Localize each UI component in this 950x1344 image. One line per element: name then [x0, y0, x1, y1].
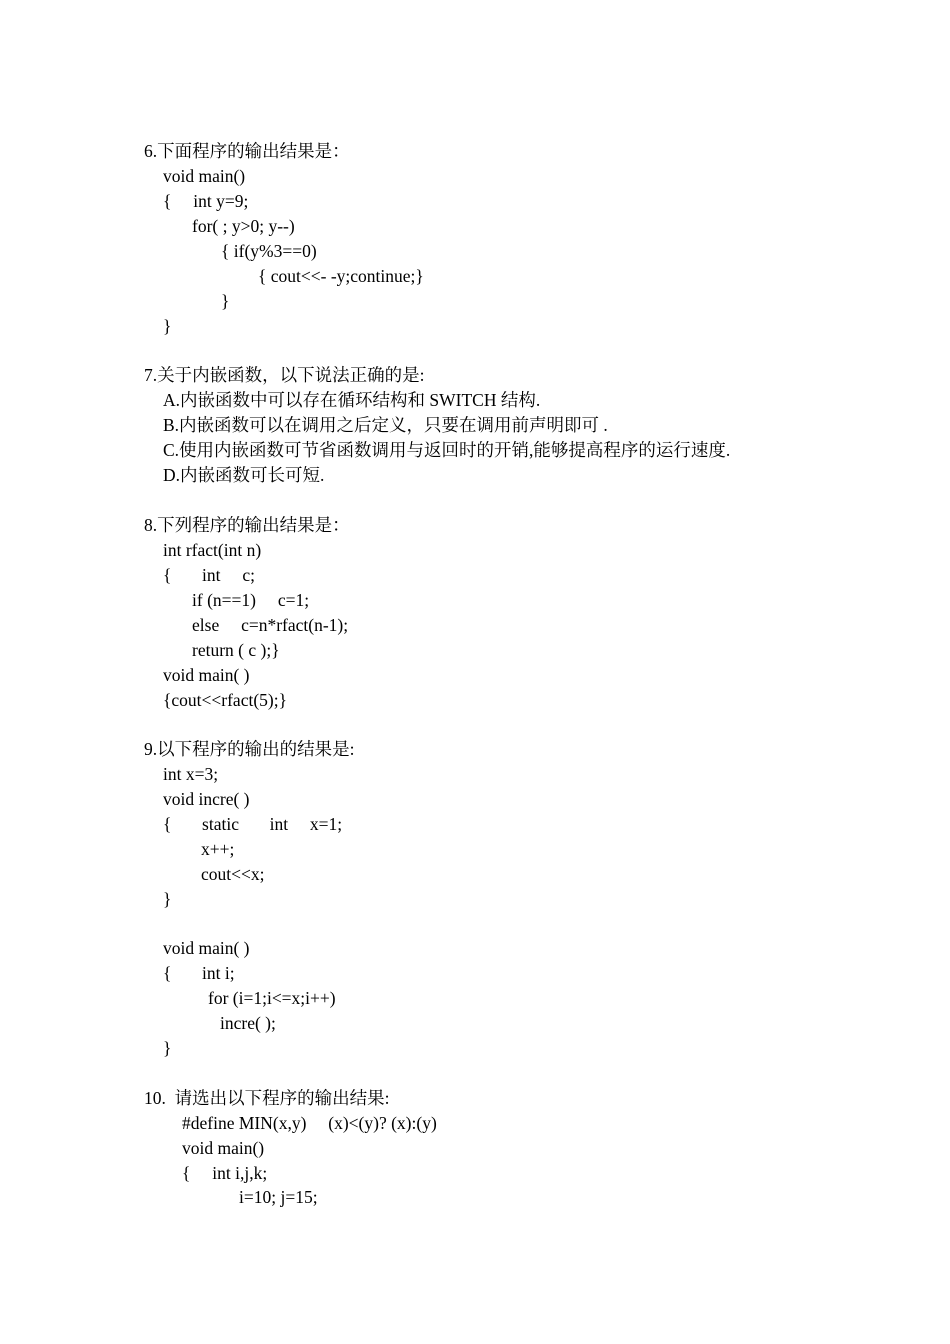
code-line: { cout<<- -y;continue;}: [258, 266, 424, 286]
code-line: int x=3;: [163, 764, 219, 784]
q7-title: 7.关于内嵌函数，以下说法正确的是:: [144, 365, 425, 385]
code-line: incre( );: [220, 1013, 276, 1033]
code-line: }: [221, 291, 230, 311]
code-line: }: [163, 316, 172, 336]
code-line: void main( ): [163, 665, 250, 685]
code-line: void incre( ): [163, 789, 250, 809]
code-line: if (n==1) c=1;: [192, 590, 310, 610]
q6-title: 6.下面程序的输出结果是：: [144, 141, 350, 161]
code-line: return ( c );}: [192, 640, 280, 660]
q7-option-d: D.内嵌函数可长可短.: [163, 465, 325, 485]
code-line: { int c;: [163, 565, 256, 585]
q8-title: 8.下列程序的输出结果是：: [144, 515, 350, 535]
code-line: for (i=1;i<=x;i++): [208, 988, 336, 1008]
code-line: #define MIN(x,y) (x)<(y)? (x):(y): [182, 1113, 437, 1133]
code-line: { int i,j,k;: [182, 1163, 268, 1183]
q7-option-b: B.内嵌函数可以在调用之后定义，只要在调用前声明即可 .: [163, 415, 608, 435]
code-line: { int i;: [163, 963, 235, 983]
code-line: x++;: [201, 839, 235, 859]
q10-title: 10. 请选出以下程序的输出结果:: [144, 1088, 390, 1108]
code-line: void main(): [163, 166, 246, 186]
code-line: void main( ): [163, 938, 250, 958]
code-line: }: [163, 1038, 172, 1058]
code-line: { int y=9;: [163, 191, 249, 211]
code-line: else c=n*rfact(n-1);: [192, 615, 349, 635]
q7-option-c: C.使用内嵌函数可节省函数调用与返回时的开销,能够提高程序的运行速度.: [163, 440, 731, 460]
code-line: }: [163, 889, 172, 909]
code-line: i=10; j=15;: [239, 1187, 318, 1207]
code-line: { static int x=1;: [163, 814, 343, 834]
q9-title: 9.以下程序的输出的结果是:: [144, 739, 355, 759]
code-line: cout<<x;: [201, 864, 265, 884]
code-line: { if(y%3==0): [221, 241, 317, 261]
code-line: for( ; y>0; y--): [192, 216, 295, 236]
code-line: {cout<<rfact(5);}: [163, 690, 287, 710]
code-line: int rfact(int n): [163, 540, 262, 560]
q7-option-a: A.内嵌函数中可以存在循环结构和 SWITCH 结构.: [163, 390, 541, 410]
code-line: void main(): [182, 1138, 265, 1158]
